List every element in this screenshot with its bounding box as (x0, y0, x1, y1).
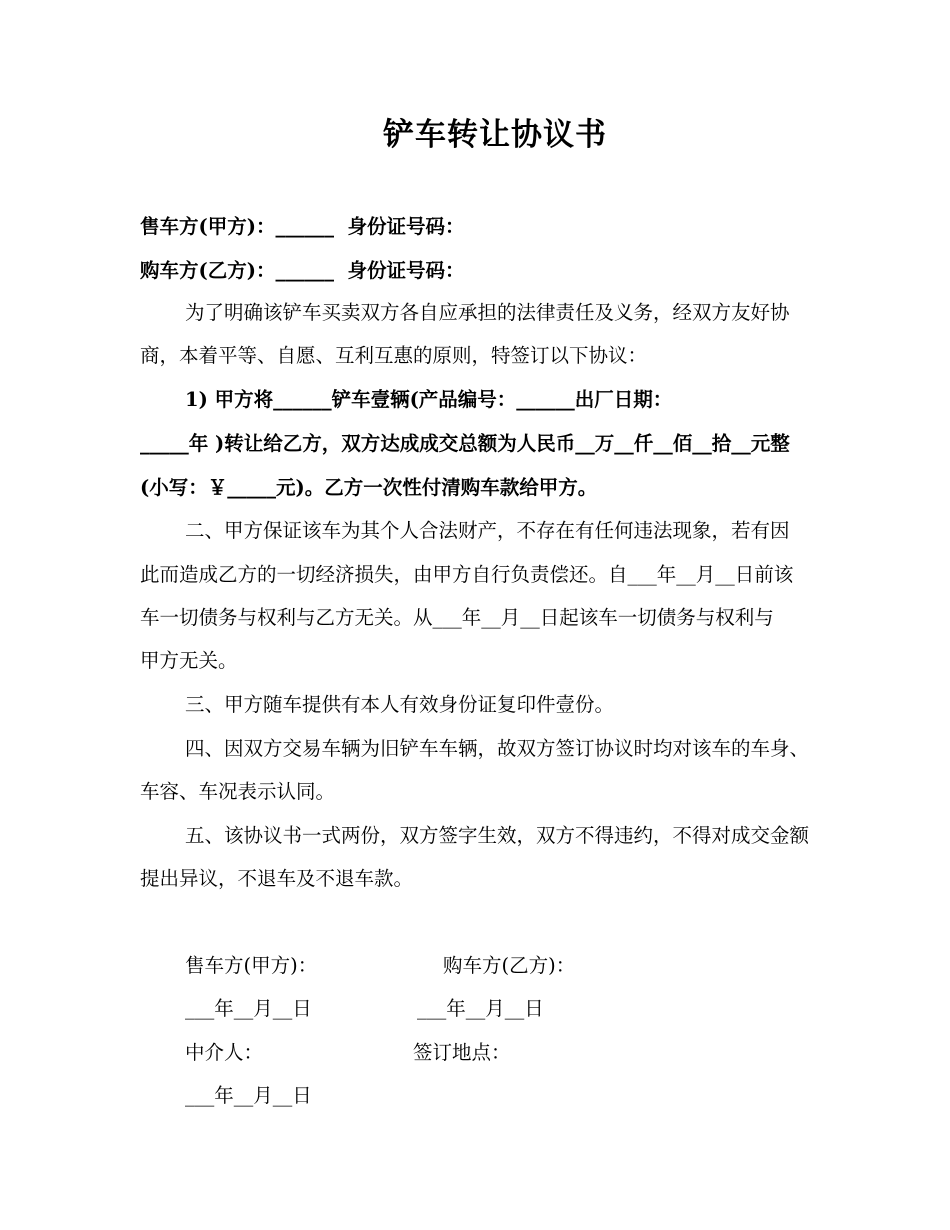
intro-paragraph-line-1: 为了明确该铲车买卖双方各自应承担的法律责任及义务，经双方友好协 (185, 301, 790, 324)
clause-2-line-1: 二、甲方保证该车为其个人合法财产，不存在有任何违法现象，若有因 (185, 519, 790, 542)
seller-signature-label: 售车方(甲方)： (185, 954, 318, 977)
intermediary-label: 中介人： (185, 1041, 264, 1064)
clause-4-line-1: 四、因双方交易车辆为旧铲车车辆，故双方签订协议时均对该车的车身、 (185, 737, 810, 760)
buyer-signature-label: 购车方(乙方)： (443, 954, 576, 977)
buyer-info-line (140, 256, 465, 286)
seller-info-line (140, 212, 465, 242)
signing-place-label: 签订地点： (413, 1041, 511, 1064)
seller-name-blank: ______ (275, 215, 334, 238)
buyer-name-blank: ______ (275, 259, 334, 282)
seller-id-label: 身份证号码： (347, 215, 465, 238)
seller-signature-date: ___年__月__日 (185, 997, 312, 1020)
clause-2-line-4: 甲方无关。 (140, 649, 238, 672)
clause-1-line-1: 1) 甲方将______铲车壹辆(产品编号：______出厂日期： (185, 388, 673, 411)
clause-2-line-3: 车一切债务与权利与乙方无关。从___年__月__日起该车一切债务与权利与 (140, 606, 774, 629)
seller-label: 售车方(甲方)： (140, 215, 276, 238)
clause-2-line-2: 此而造成乙方的一切经济损失，由甲方自行负责偿还。自___年__月__日前该 (140, 563, 794, 586)
intermediary-date: ___年__月__日 (185, 1084, 312, 1107)
clause-5-line-1: 五、该协议书一式两份，双方签字生效，双方不得违约，不得对成交金额 (185, 824, 810, 847)
clause-1-line-2: _____年 )转让给乙方，双方达成成交总额为人民币__万__仟__佰__拾__元整 (140, 432, 790, 455)
clause-5-line-2: 提出异议，不退车及不退车款。 (140, 867, 414, 890)
buyer-signature-date: ___年__月__日 (417, 997, 544, 1020)
clause-1-line-3: (小写：￥_____元)。乙方一次性付清购车款给甲方。 (140, 476, 598, 499)
intro-paragraph-line-2: 商，本着平等、自愿、互利互惠的原则，特签订以下协议： (140, 344, 648, 367)
buyer-label: 购车方(乙方)： (140, 259, 276, 282)
document-title: 铲车转让协议书 (383, 117, 607, 153)
clause-4-line-2: 车容、车况表示认同。 (140, 780, 336, 803)
buyer-id-label: 身份证号码： (347, 259, 465, 282)
clause-3-line-1: 三、甲方随车提供有本人有效身份证复印件壹份。 (185, 693, 615, 716)
